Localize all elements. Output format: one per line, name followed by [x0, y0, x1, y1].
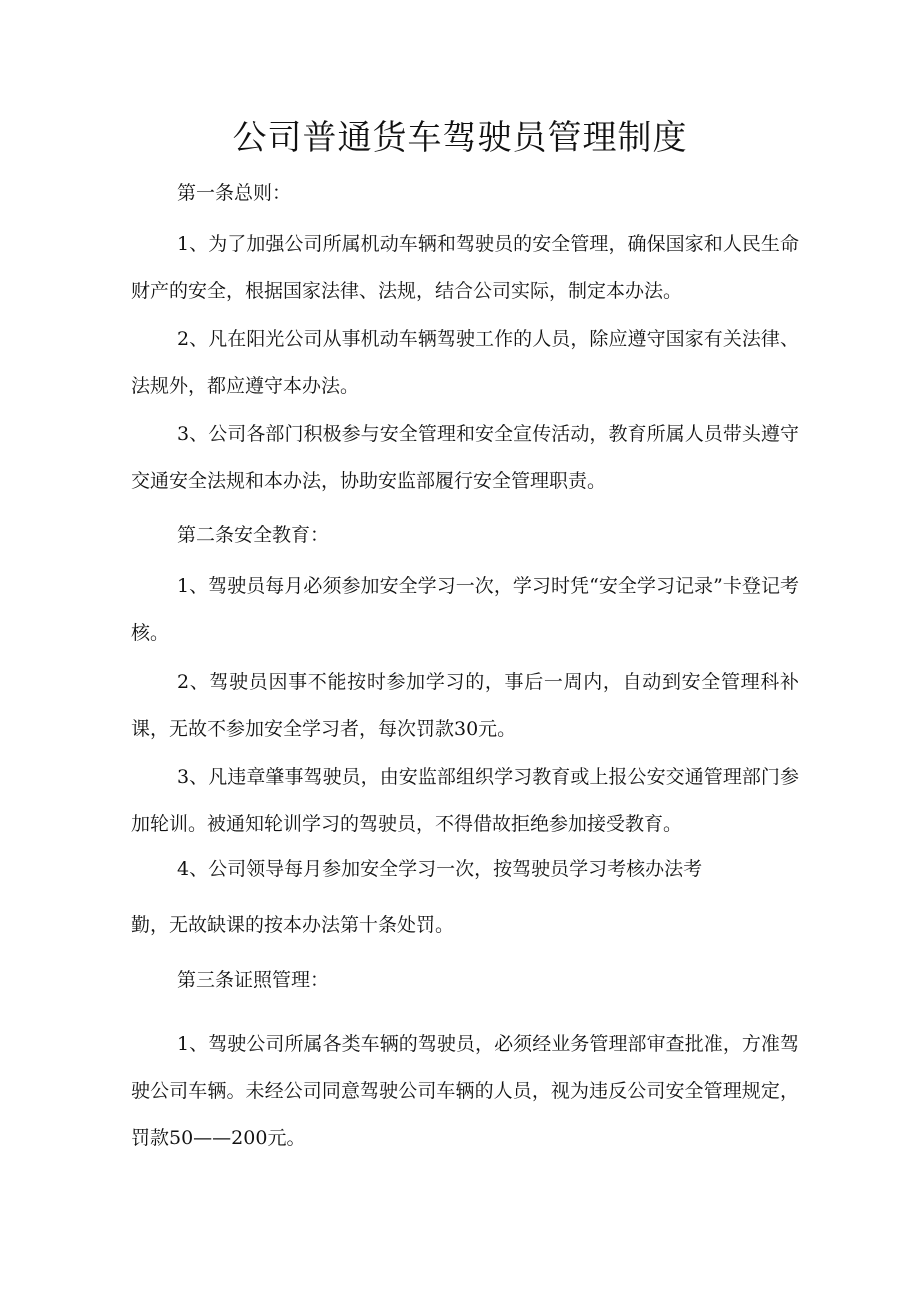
document-title: 公司普通货车驾驶员管理制度	[232, 118, 688, 158]
license-paragraph-1: 1、驾驶公司所属各类车辆的驾驶员，必须经业务管理部审查批准，方准驾驶公司车辆。未经公司同意驾驶公司车辆的人员，视为违反公司安全管理规定，罚款50——200元。	[131, 1033, 799, 1149]
education-paragraph-4-line-2: 勤，无故缺课的按本办法第十条处罚。	[131, 914, 455, 936]
education-paragraph-2: 2、驾驶员因事不能按时参加学习的，事后一周内，自动到安全管理科补课，无故不参加安全学习者，每次罚款30元。	[131, 671, 799, 740]
education-paragraph-1: 1、驾驶员每月必须参加安全学习一次，学习时凭“安全学习记录”卡登记考核。	[131, 575, 799, 644]
section-heading-education: 第二条安全教育：	[177, 524, 330, 546]
general-paragraph-1: 1、为了加强公司所属机动车辆和驾驶员的安全管理，确保国家和人民生命财产的安全，根据国家法律、法规，结合公司实际，制定本办法。	[131, 233, 799, 302]
general-paragraph-3: 3、公司各部门积极参与安全管理和安全宣传活动，教育所属人员带头遵守交通安全法规和本办法，协助安监部履行安全管理职责。	[131, 423, 799, 492]
education-paragraph-4-line-1: 4、公司领导每月参加安全学习一次，按驾驶员学习考核办法考	[177, 858, 703, 880]
section-heading-license: 第三条证照管理：	[177, 969, 330, 991]
section-heading-general: 第一条总则：	[177, 182, 292, 204]
education-paragraph-3: 3、凡违章肇事驾驶员，由安监部组织学习教育或上报公安交通管理部门参加轮训。被通知轮训学习的驾驶员，不得借故拒绝参加接受教育。	[131, 766, 799, 835]
general-paragraph-2: 2、凡在阳光公司从事机动车辆驾驶工作的人员，除应遵守国家有关法律、法规外，都应遵守本办法。	[131, 328, 799, 397]
